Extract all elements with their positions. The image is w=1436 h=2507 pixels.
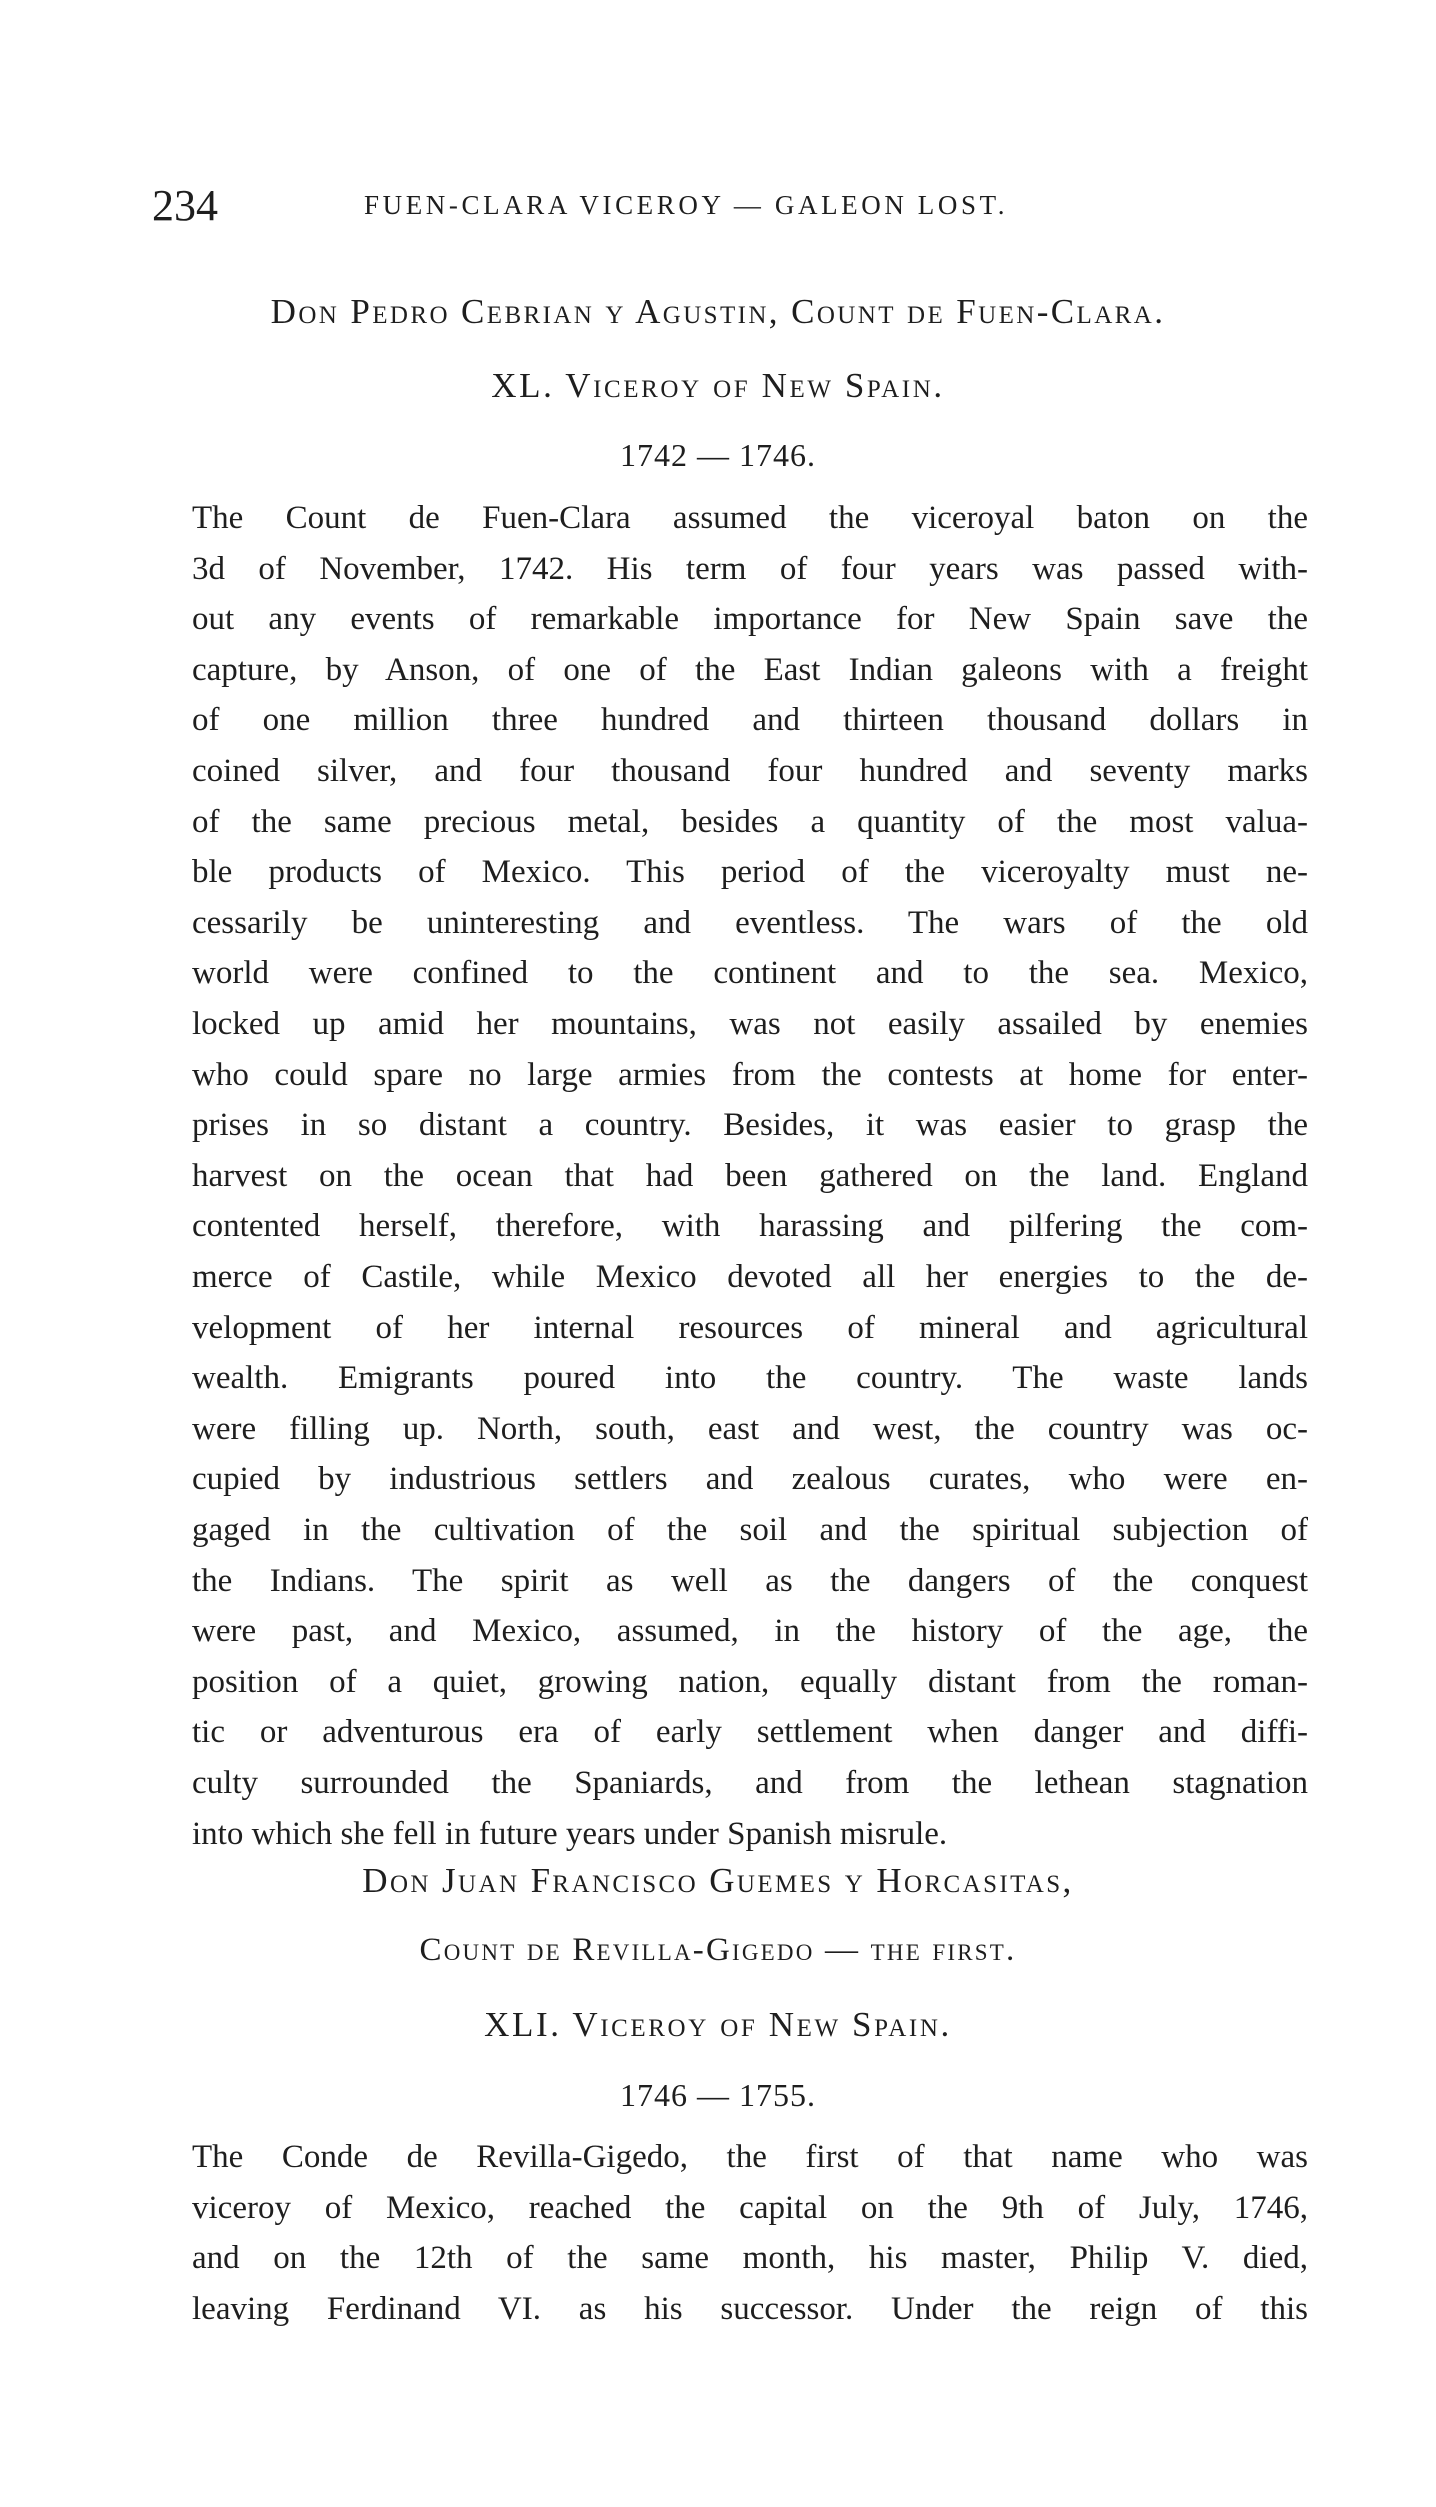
text-line: capture, by Anson, of one of the East Indian galeons with a freight bbox=[192, 651, 1308, 688]
running-title: FUEN-CLARA VICEROY — GALEON LOST. bbox=[364, 190, 1009, 220]
text-line: were past, and Mexico, assumed, in the history of the age, the bbox=[192, 1613, 1308, 1650]
text-line: prises in so distant a country. Besides, it was easier to grasp the bbox=[192, 1107, 1308, 1144]
page-number: 234 bbox=[152, 181, 218, 230]
text-line: into which she fell in future years under Spanish misrule. bbox=[192, 1815, 948, 1852]
viceroy-name-heading-line1: Don Juan Francisco Guemes y Horcasitas, bbox=[362, 1861, 1074, 1900]
text-line: cupied by industrious settlers and zealous curates, who were en- bbox=[192, 1461, 1308, 1498]
text-line: position of a quiet, growing nation, equally distant from the roman- bbox=[192, 1663, 1308, 1700]
text-line: velopment of her internal resources of mineral and agricultural bbox=[192, 1309, 1308, 1346]
text-line: gaged in the cultivation of the soil and the spiritual subjection of bbox=[192, 1512, 1308, 1548]
text-line: the Indians. The spirit as well as the dangers of the conquest bbox=[192, 1562, 1308, 1599]
text-line: world were confined to the continent and to the sea. Mexico, bbox=[192, 955, 1308, 992]
text-line: ble products of Mexico. This period of the viceroyalty must ne- bbox=[192, 854, 1308, 891]
text-line: The Conde de Revilla-Gigedo, the first of that name who was bbox=[192, 2139, 1308, 2175]
viceroy-years-heading: 1742 — 1746. bbox=[620, 437, 816, 473]
text-line: out any events of remarkable importance for New Spain save the bbox=[192, 601, 1308, 638]
text-line: merce of Castile, while Mexico devoted all her energies to the de- bbox=[192, 1259, 1308, 1295]
text-line: 3d of November, 1742. His term of four years was passed with- bbox=[192, 550, 1308, 587]
text-line: who could spare no large armies from the contests at home for enter- bbox=[192, 1056, 1308, 1093]
text-line: tic or adventurous era of early settlement when danger and diffi- bbox=[192, 1714, 1308, 1751]
viceroy-name-heading-line2: Count de Revilla-Gigedo — the first. bbox=[419, 1932, 1017, 1968]
text-line: and on the 12th of the same month, his master, Philip V. died, bbox=[192, 2240, 1308, 2276]
text-line: were filling up. North, south, east and west, the country was oc- bbox=[192, 1410, 1308, 1447]
viceroy-years-heading: 1746 — 1755. bbox=[620, 2077, 816, 2113]
text-line: leaving Ferdinand VI. as his successor. Under the reign of this bbox=[192, 2290, 1308, 2327]
text-line: coined silver, and four thousand four hundred and seventy marks bbox=[192, 753, 1308, 789]
text-line: cessarily be uninteresting and eventless. The wars of the old bbox=[192, 904, 1308, 941]
text-line: wealth. Emigrants poured into the country. The waste lands bbox=[192, 1360, 1308, 1397]
text-line: culty surrounded the Spaniards, and from the lethean stagnation bbox=[192, 1765, 1308, 1801]
viceroy-number-heading: XL. Viceroy of New Spain. bbox=[491, 366, 945, 405]
text-line: The Count de Fuen-Clara assumed the viceroyal baton on the bbox=[192, 500, 1308, 536]
text-line: of one million three hundred and thirteen thousand dollars in bbox=[192, 702, 1308, 739]
viceroy-number-heading: XLI. Viceroy of New Spain. bbox=[484, 2005, 952, 2044]
running-head bbox=[152, 180, 1312, 230]
text-line: contented herself, therefore, with harassing and pilfering the com- bbox=[192, 1208, 1308, 1245]
text-line: locked up amid her mountains, was not easily assailed by enemies bbox=[192, 1006, 1308, 1042]
viceroy-name-heading: Don Pedro Cebrian y Agustin, Count de Fuen-Clara. bbox=[270, 292, 1166, 331]
text-line: viceroy of Mexico, reached the capital on the 9th of July, 1746, bbox=[192, 2189, 1308, 2226]
text-line: of the same precious metal, besides a quantity of the most valua- bbox=[192, 803, 1308, 840]
text-line: harvest on the ocean that had been gathered on the land. England bbox=[192, 1157, 1308, 1194]
